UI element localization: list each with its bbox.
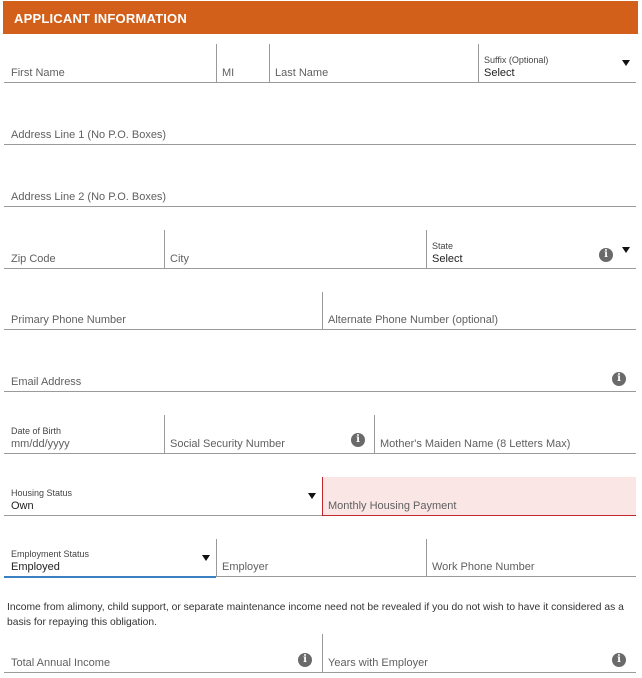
first-name-input[interactable] — [4, 44, 216, 83]
city-placeholder: City — [170, 253, 189, 265]
employer-placeholder: Employer — [222, 561, 269, 573]
address-line-1-placeholder: Address Line 1 (No P.O. Boxes) — [11, 129, 167, 141]
info-icon[interactable]: i — [612, 372, 626, 386]
housing-status-label: Housing Status — [11, 488, 73, 498]
state-value: Select — [432, 253, 463, 265]
monthly-housing-payment-input[interactable] — [322, 477, 636, 516]
income-disclosure-note: Income from alimony, child support, or separate maintenance income need not be revealed if you do not wish to have it considered as a basis for repaying this obligation. — [7, 602, 624, 628]
chevron-down-icon — [308, 493, 316, 499]
alternate-phone-input[interactable] — [322, 292, 636, 330]
years-with-employer-placeholder: Years with Employer — [328, 657, 428, 669]
date-of-birth-label: Date of Birth — [11, 426, 62, 436]
work-phone-input[interactable] — [426, 539, 636, 577]
email-input[interactable] — [4, 353, 636, 392]
housing-status-select[interactable] — [4, 477, 322, 516]
maiden-name-input[interactable] — [374, 415, 636, 454]
employment-status-value: Employed — [11, 561, 60, 573]
zip-code-placeholder: Zip Code — [11, 253, 56, 265]
chevron-down-icon — [622, 247, 630, 253]
alternate-phone-placeholder: Alternate Phone Number (optional) — [328, 314, 498, 326]
info-icon[interactable]: i — [612, 653, 626, 667]
employment-status-select[interactable] — [4, 539, 216, 578]
zip-code-input[interactable] — [4, 230, 164, 269]
primary-phone-placeholder: Primary Phone Number — [11, 314, 126, 326]
info-icon[interactable]: i — [351, 433, 365, 447]
last-name-input[interactable] — [269, 44, 478, 83]
date-of-birth-input[interactable] — [4, 415, 164, 454]
date-of-birth-placeholder: mm/dd/yyyy — [11, 438, 70, 450]
middle-initial-input[interactable] — [216, 44, 269, 83]
total-annual-income-placeholder: Total Annual Income — [11, 657, 111, 669]
middle-initial-placeholder: MI — [222, 67, 235, 79]
work-phone-placeholder: Work Phone Number — [432, 561, 535, 573]
monthly-housing-payment-placeholder: Monthly Housing Payment — [328, 500, 457, 512]
section-title: APPLICANT INFORMATION — [14, 11, 187, 26]
years-with-employer-input[interactable] — [322, 634, 636, 673]
total-annual-income-input[interactable] — [4, 634, 322, 673]
info-icon[interactable]: i — [599, 248, 613, 262]
city-input[interactable] — [164, 230, 426, 269]
info-icon[interactable]: i — [298, 653, 312, 667]
chevron-down-icon — [202, 555, 210, 561]
ssn-input[interactable] — [164, 415, 374, 454]
housing-status-value: Own — [11, 500, 34, 512]
state-label: State — [432, 241, 454, 251]
address-line-2-input[interactable] — [4, 168, 636, 207]
primary-phone-input[interactable] — [4, 292, 322, 330]
employment-status-label: Employment Status — [11, 549, 90, 559]
address-line-2-placeholder: Address Line 2 (No P.O. Boxes) — [11, 191, 167, 203]
last-name-placeholder: Last Name — [275, 67, 329, 79]
ssn-placeholder: Social Security Number — [170, 438, 285, 450]
suffix-select[interactable] — [478, 44, 636, 83]
section-header — [3, 1, 638, 34]
suffix-value: Select — [484, 67, 515, 79]
maiden-name-placeholder: Mother's Maiden Name (8 Letters Max) — [380, 438, 571, 450]
address-line-1-input[interactable] — [4, 106, 636, 145]
state-select[interactable] — [426, 230, 636, 269]
employer-input[interactable] — [216, 539, 426, 577]
email-placeholder: Email Address — [11, 376, 82, 388]
suffix-label: Suffix (Optional) — [484, 55, 549, 65]
chevron-down-icon — [622, 60, 630, 66]
first-name-placeholder: First Name — [11, 67, 65, 79]
